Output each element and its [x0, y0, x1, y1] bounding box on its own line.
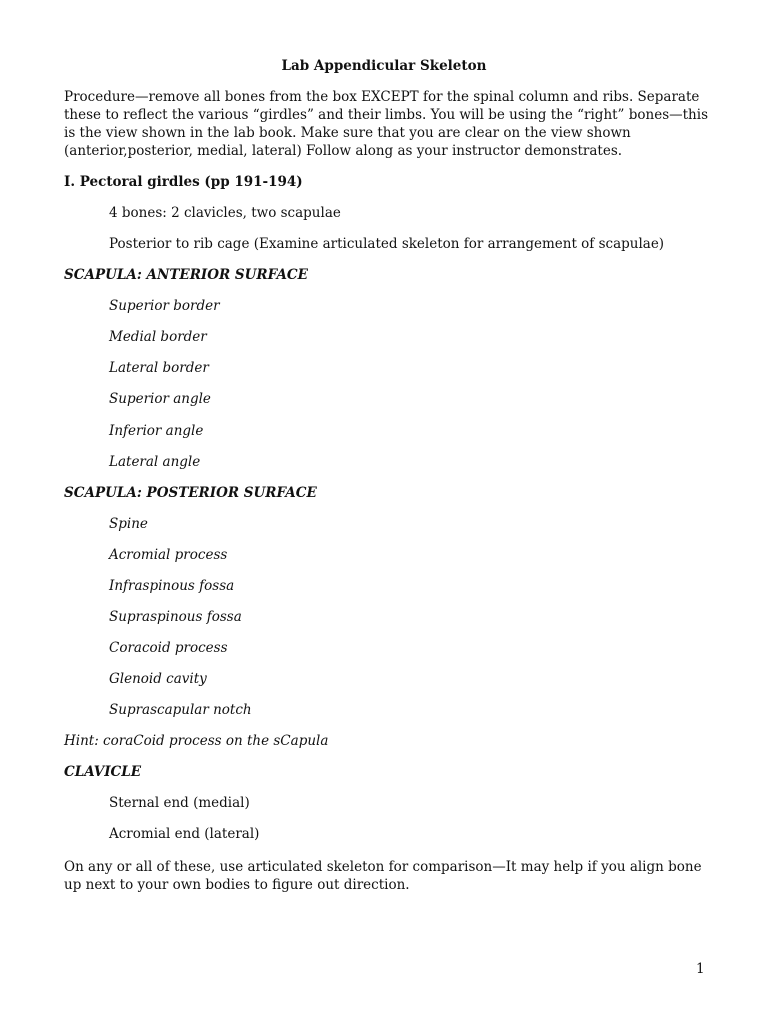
procedure-paragraph: Procedure—remove all bones from the box EXCEPT for the spinal column and ribs. Separate these to reflect the various “girdles” and their limbs. You will be using the “right” bones—this is the view shown in the lab book. Make sure that you are clear on the view shown (anterior,posterior, medial, lateral) Follow along as your instructor demonstrates. — [64, 89, 708, 159]
list-item: Inferior angle — [109, 423, 204, 439]
section-heading-pectoral-girdles: I. Pectoral girdles (pp 191-194) — [64, 174, 303, 190]
list-item: Superior border — [109, 298, 220, 314]
list-item: Acromial end (lateral) — [109, 826, 260, 842]
list-item: Medial border — [109, 329, 207, 345]
clavicle-heading: CLAVICLE — [64, 764, 142, 780]
scapula-posterior-heading: SCAPULA: POSTERIOR SURFACE — [64, 485, 317, 501]
list-item: Infraspinous fossa — [109, 578, 235, 594]
bones-count-line: 4 bones: 2 clavicles, two scapulae — [109, 205, 341, 221]
hint-line: Hint: coraCoid process on the sCapula — [64, 733, 329, 749]
list-item: Spine — [109, 516, 148, 532]
list-item: Supraspinous fossa — [109, 609, 242, 625]
scapula-anterior-heading: SCAPULA: ANTERIOR SURFACE — [64, 267, 308, 283]
list-item: Glenoid cavity — [109, 671, 207, 687]
page-number: 1 — [696, 961, 705, 977]
posterior-rib-cage-line: Posterior to rib cage (Examine articulated skeleton for arrangement of scapulae) — [109, 236, 665, 252]
closing-paragraph: On any or all of these, use articulated skeleton for comparison—It may help if you align bone up next to your own bodies to figure out direction. — [64, 859, 702, 893]
list-item: Suprascapular notch — [109, 702, 252, 718]
list-item: Lateral angle — [109, 454, 201, 470]
list-item: Sternal end (medial) — [109, 795, 250, 811]
list-item: Superior angle — [109, 391, 211, 407]
page-title: Lab Appendicular Skeleton — [281, 58, 487, 74]
list-item: Coracoid process — [109, 640, 228, 656]
list-item: Acromial process — [109, 547, 228, 563]
list-item: Lateral border — [109, 360, 209, 376]
